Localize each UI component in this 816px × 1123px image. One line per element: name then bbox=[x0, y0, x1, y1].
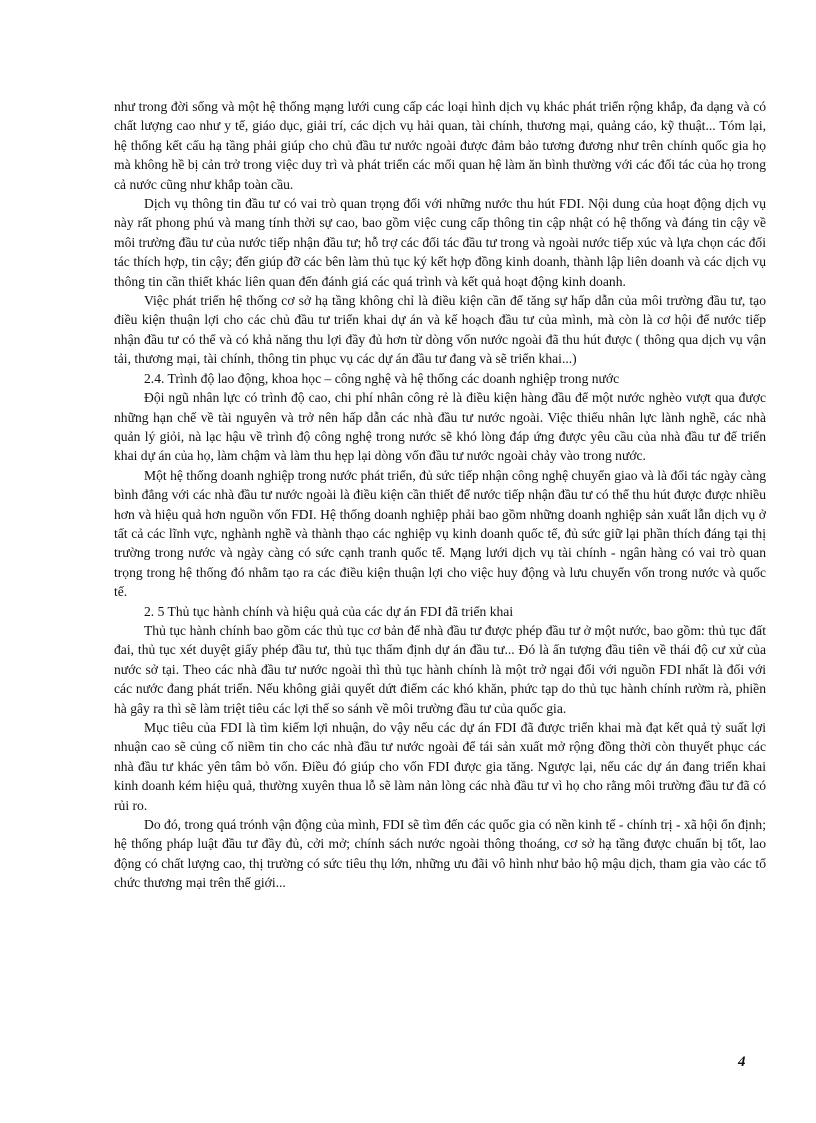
page-number: 4 bbox=[738, 1054, 746, 1070]
paragraph-administrative-procedures: Thủ tục hành chính bao gồm các thủ tục cơ bản để nhà đầu tư được phép đầu tư ở một nước, bao gồm: thủ tục đất đai, thủ tục xét duyệt giấy phép đầu tư, thủ tục thẩm định dự án đầu tư... Đó là ấn tượng đầu tiên về thái độ cư xử của nước sở tại. Theo các nhà đầu tư nước ngoài thì thủ tục hành chính là một trở ngại đối với nguồn FDI nhất là đối với các nước đang phát triển. Nếu không giải quyết dứt điểm các khó khăn, phức tạp do thủ tục hành chính rườm rà, phiền hà gây ra thì sẽ làm triệt tiêu các lợi thế so sánh về môi trường đầu tư của quốc gia. bbox=[114, 622, 766, 716]
section-heading-2-4: 2.4. Trình độ lao động, khoa học – công nghệ và hệ thống các doanh nghiệp trong nước bbox=[144, 370, 620, 386]
paragraph-infrastructure-continued: như trong đời sống và một hệ thống mạng lưới cung cấp các loại hình dịch vụ khác phát triển rộng khắp, đa dạng và có chất lượng cao như y tế, giáo dục, giải trí, các dịch vụ hải quan, tài chính, thương mại, quảng cáo, kỹ thuật... Tóm lại, hệ thống kết cấu hạ tầng phải giúp cho chủ đầu tư nước ngoài được đảm bảo tương đương như trên chính quốc gia họ mà không hề bị cản trở trong việc duy trì và phát triển các mối quan hệ làm ăn bình thường với các đối tác của họ trong cả nước cũng như khắp toàn cầu. bbox=[114, 99, 766, 192]
paragraph-conclusion: Do đó, trong quá trónh vận động của mình, FDI sẽ tìm đến các quốc gia có nền kinh tế - chính trị - xã hội ổn định; hệ thống pháp luật đầu tư đầy đủ, cởi mở; chính sách nước ngoài thông thoáng, cơ sở hạ tầng được chuẩn bị tốt, lao động có chất lượng cao, thị trường có sức tiêu thụ lớn, những ưu đãi vô hình như bảo hộ mậu dịch, tham gia vào các tổ chức thương mại trên thế giới... bbox=[114, 817, 766, 891]
paragraph-domestic-enterprises: Một hệ thống doanh nghiệp trong nước phát triển, đủ sức tiếp nhận công nghệ chuyển giao và là đối tác ngày càng bình đẳng với các nhà đầu tư nước ngoài là điều kiện cần thiết để nước tiếp nhận đầu tư có thể thu hút được được nhiều hơn và hiệu quả hơn nguồn vốn FDI. Hệ thống doanh nghiệp phải bao gồm những doanh nghiệp sản xuất lẫn dịch vụ ở tất cả các lĩnh vực, nghành nghề và thành thạo các nghiệp vụ kinh doanh quốc tế, đủ sức giữ lại phần thích đáng tại thị trường trong nước và ngày càng có sức cạnh tranh quốc tế. Mạng lưới dịch vụ tài chính - ngân hàng có vai trò quan trọng trong hệ thống đó nhằm tạo ra các điều kiện thuận lợi cho việc huy động và lưu chuyển vốn trong nước và quốc tế. bbox=[114, 467, 766, 600]
paragraph-fdi-objectives: Mục tiêu của FDI là tìm kiếm lợi nhuận, do vậy nếu các dự án FDI đã được triển khai mà đạt kết quả tỷ suất lợi nhuận cao sẽ củng cố niềm tin cho các nhà đầu tư nước ngoài để tái sản xuất mở rộng đồng thời còn thuyết phục các nhà đầu tư khác yên tâm bỏ vốn. Điều đó giúp cho vốn FDI được gia tăng. Ngược lại, nếu các dự án đang triển khai kinh doanh kém hiệu quả, thường xuyên thua lỗ sẽ làm nản lòng các nhà đầu tư vì họ cho rằng môi trường đầu tư đã có rủi ro. bbox=[114, 720, 766, 813]
document-body bbox=[114, 97, 766, 893]
paragraph-investment-information: Dịch vụ thông tin đầu tư có vai trò quan trọng đối với những nước thu hút FDI. Nội dung của hoạt động dịch vụ này rất phong phú và mang tính thời sự cao, bao gồm việc cung cấp thông tin cập nhật có hệ thống và đáng tin cậy về môi trường đầu tư của nước tiếp nhận đầu tư; hỗ trợ các đối tác đầu tư trong và ngoài nước tiếp xúc và lựa chọn các đối tác thích hợp, tin cậy; đến giúp đỡ các bên làm thủ tục ký kết hợp đồng kinh doanh, thành lập liên doanh và các dịch vụ thông tin cần thiết khác liên quan đến đánh giá các quá trình và kết quả hoạt động kinh doanh. bbox=[114, 196, 766, 289]
paragraph-human-resources: Đội ngũ nhân lực có trình độ cao, chi phí nhân công rẻ là điều kiện hàng đầu để một nước nghèo vượt qua được những hạn chế về tài nguyên và trở nên hấp dẫn các nhà đầu tư nước ngoài. Việc thiếu nhân lực lành nghề, các nhà quản lý giỏi, nà lạc hậu về trình độ công nghệ trong nước sẽ khó lòng đáp ứng được yêu cầu của nhà đầu tư để triển khai dự án của họ, làm chậm và làm thu hẹp lại dòng vốn đầu tư nước ngoài chảy vào trong nước. bbox=[114, 390, 766, 464]
section-heading-2-5: 2. 5 Thủ tục hành chính và hiệu quả của các dự án FDI đã triển khai bbox=[144, 603, 514, 619]
paragraph-infrastructure-development: Việc phát triển hệ thống cơ sở hạ tầng không chỉ là điều kiện cần để tăng sự hấp dẫn của môi trường đầu tư, tạo điều kiện thuận lợi cho các chủ đầu tư triển khai dự án và kế hoạch đầu tư của mình, mà còn là cơ hội để nước tiếp nhận đầu tư có thể và có khả năng thu lợi đầy đủ hơn từ dòng vốn nước ngoài đã thu hút được ( thông qua dịch vụ vận tải, thương mại, tài chính, thông tin phục vụ các dự án đầu tư đang và sẽ triển khai...) bbox=[114, 293, 766, 367]
